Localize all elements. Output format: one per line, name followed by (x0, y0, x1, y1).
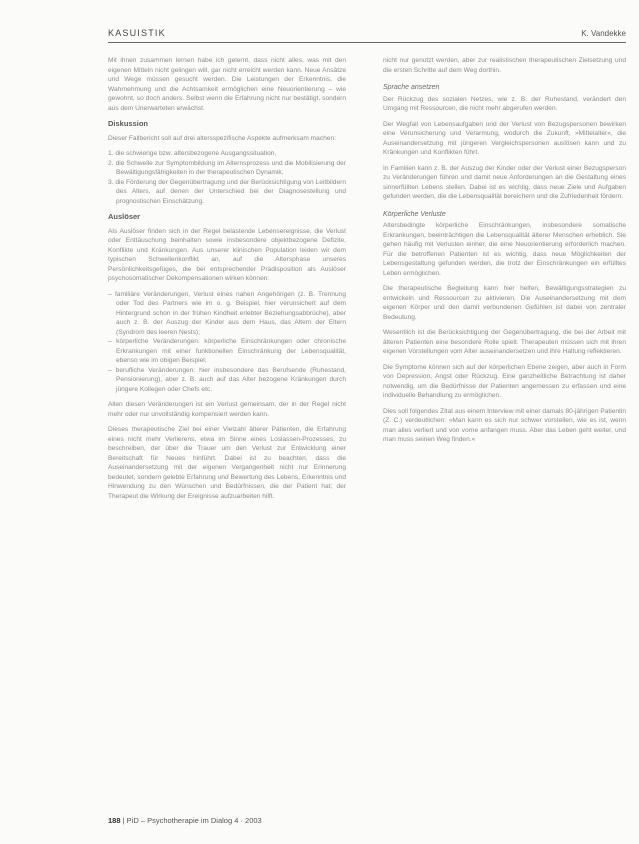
running-header (108, 28, 626, 43)
list-item: 3. die Förderung der Gegenübertragung und der Berücksichtigung von Leitbildern des Alters, auf denen der Unterschied bei der Diagnosestellung und prognostischen Einschätzung. (108, 178, 346, 205)
body-paragraph: nicht nur genutzt werden, aber zur realistischen therapeutischen Zielsetzung und die ersten Schritte auf dem Weg dorthin. (383, 57, 626, 74)
page-number: 188 (108, 816, 121, 825)
body-paragraph: Wesentlich ist die Berücksichtigung der Gegenübertragung, die bei der Arbeit mit älteren Patienten eine besondere Rolle spielt. Therapeuten müssen sich mit ihren eigenen Vorstellungen vom Alter auseinandersetzen und ihre Haltung reflektieren. (383, 329, 626, 355)
heading-ausloeser: Auslöser (108, 212, 141, 221)
body-paragraph: Dieses therapeutische Ziel bei einer Vielzahl älterer Patienten, die Erfahrung eines nicht mehr Verlierens, etwa im Sinne eines Loslassen-Prozesses, zu beschreiben, der über die Trauer um den Verlust zur Entwicklung einer Bereitschaft für Neues hinführt. Dabei ist zu beachten, dass die Auseinandersetzung mit der eigenen Vergangenheit nicht nur Erinnerung bedeutet, sondern gelebte Erfahrung und Bewertung des Lebens, Erkenntnis und Hinwendung zu den Wünschen und Bedürfnissen, die der Patient hat; der Therapeut die Wirkung der Ereignisse aufzuarbeiten hilft. (108, 426, 346, 500)
discussion-intro: Dieser Fallbericht soll auf drei altersspezifische Aspekte aufmerksam machen: (108, 134, 336, 142)
page-footer (108, 816, 262, 825)
list-item: – körperliche Veränderungen: körperliche Einschränkungen oder chronische Erkrankungen mit einer funktionellen Einschränkung der Lebensqualität, ebenso wie im obigen Beispiel; (108, 338, 346, 364)
body-paragraph: Der Rückzug des sozialen Netzes, wie z. B. der Ruhestand, verändert den Umgang mit Ressourcen, die nicht mehr abgerufen werden. (383, 95, 626, 112)
author-label: K. Vandekke (581, 29, 626, 38)
list-item: 1. die schwierige bzw. altersbezogene Ausgangssituation, (108, 150, 277, 157)
body-paragraph: Altersbedingte körperliche Einschränkungen, insbesondere somatische Erkrankungen, beeinträchtigen die Lebensqualität älterer Menschen erheblich. Sie gehen häufig mit Verlusten einher, die eine Neuorientierung erforderlich machen. Für die betroffenen Patienten ist es wichtig, dass neue Möglichkeiten der Lebensgestaltung gefunden werden, die trotz der Einschränkungen ein erfülltes Leben ermöglichen. (383, 222, 626, 277)
body-paragraph: Der Wegfall von Lebensaufgaben und der Verlust von Bezugspersonen bewirken eine Verunsicherung und Verarmung, wodurch die Zukunft, »Mittelalter«, die Auseinandersetzung mit jüngeren Vergleichspersonen auslösen kann und zu Kränkungen und Konflikten führt. (383, 120, 626, 156)
body-paragraph: Allen diesen Veränderungen ist ein Verlust gemeinsam, der in der Regel nicht mehr oder nur unvollständig kompensiert werden kann. (108, 401, 346, 418)
discussion-list (108, 149, 346, 206)
body-paragraph: Die therapeutische Begleitung kann hier helfen, Bewältigungsstrategien zu entwickeln und Ressourcen zu aktivieren. Die Auseinandersetzung mit dem eigenen Körper und den damit verbundenen Gefühlen ist dabei von zentraler Bedeutung. (383, 285, 626, 321)
body-paragraph: Die Symptome können sich auf der körperlichen Ebene zeigen, aber auch in Form von Depression, Angst oder Rückzug. Eine ganzheitliche Betrachtung ist daher notwendig, um die Bedürfnisse der Patienten angemessen zu erfassen und eine individuelle Behandlung zu ermöglichen. (383, 363, 626, 399)
list-item: – berufliche Veränderungen: hier insbesondere das Berufsende (Ruhestand, Pensionierung), aber z. B. auch auf das Alter bezogene Kränkungen durch jüngere Kollegen oder Chefs etc. (108, 366, 346, 393)
intro-paragraph: Mit ihnen zusammen lernen habe ich gelernt, dass nicht alles, was mit den eigenen Mitteln nicht gelingen will, gar nicht erreicht werden kann. Neue Ansätze und Wege müssen gesucht werden. Die Leistungen der Erkenntnis, die Wahrnehmung und die Achtsamkeit ermöglichen eine Neuorientierung – wie gewohnt, so doch anders. Selbst wenn die Erfahrung nicht nur bestätigt, sondern aus dem Unerwarteten erwächst. (108, 57, 346, 112)
subheading-sprache: Sprache ansetzen (383, 84, 440, 91)
subheading-koerper: Körperliche Verluste (383, 210, 446, 218)
section-label: KASUISTIK (108, 28, 166, 38)
left-column (108, 56, 346, 507)
right-column (383, 56, 626, 451)
ausloeser-paragraph: Als Auslöser finden sich in der Regel belastende Lebensereignisse, die Verlust oder Enttäuschung beinhalten sowie insbesondere objektbezogene Defizite, Konflikte und Kränkungen. Aus unserer klinischen Population leiden wir dem typischen Schwellenkonflikt an, auf die Altersphase unseres Persönlichkeitsgefüges, die bei entsprechender Prädisposition als Auslöser psychosomatischer Dekompensationen wirken können: (108, 227, 346, 282)
body-paragraph: In Familien kann z. B. der Auszug der Kinder oder der Verlust einer Bezugsperson zu Veränderungen führen und damit neue Anforderungen an die Gestaltung eines sinnerfüllten Lebens stellen. Dabei ist es wichtig, dass neue Ziele und Aufgaben gefunden werden, die die Lebensqualität bereichern und die Zufriedenheit fördern. (383, 164, 626, 200)
journal-name: PiD – Psychotherapie im Dialog 4 · 2003 (126, 816, 262, 825)
list-item: 2. die Schwelle zur Symptombildung im Alternsprozess und die Mobilisierung der Bewältigungsfähigkeiten in der therapeutischen Dynamik, (108, 159, 346, 176)
body-paragraph: Dies soll folgendes Zitat aus einem Interview mit einer damals 80-jährigen Patientin (Z. C.) verdeutlichen: »Man kann es sich nur schwer vorstellen, wie es ist, wenn man alles verliert und von vorne anfangen muss. Aber das Leben geht weiter, und man muss seinen Weg finden.« (383, 407, 626, 443)
list-item: – familiäre Veränderungen, Verlust eines nahen Angehörigen (z. B. Trennung oder Tod des Partners wie im o. g. Beispiel, hier verunsichert auf dem Hintergrund schon in der frühen Kindheit erlebter Beziehungsabbrüche), aber auch z. B. der Auszug der Kinder aus dem Haus, das Altern der Eltern (Syndrom des leeren Nests); (108, 290, 346, 336)
footer-divider: | (122, 816, 127, 825)
heading-diskussion: Diskussion (108, 119, 149, 128)
ausloeser-list (108, 290, 346, 395)
